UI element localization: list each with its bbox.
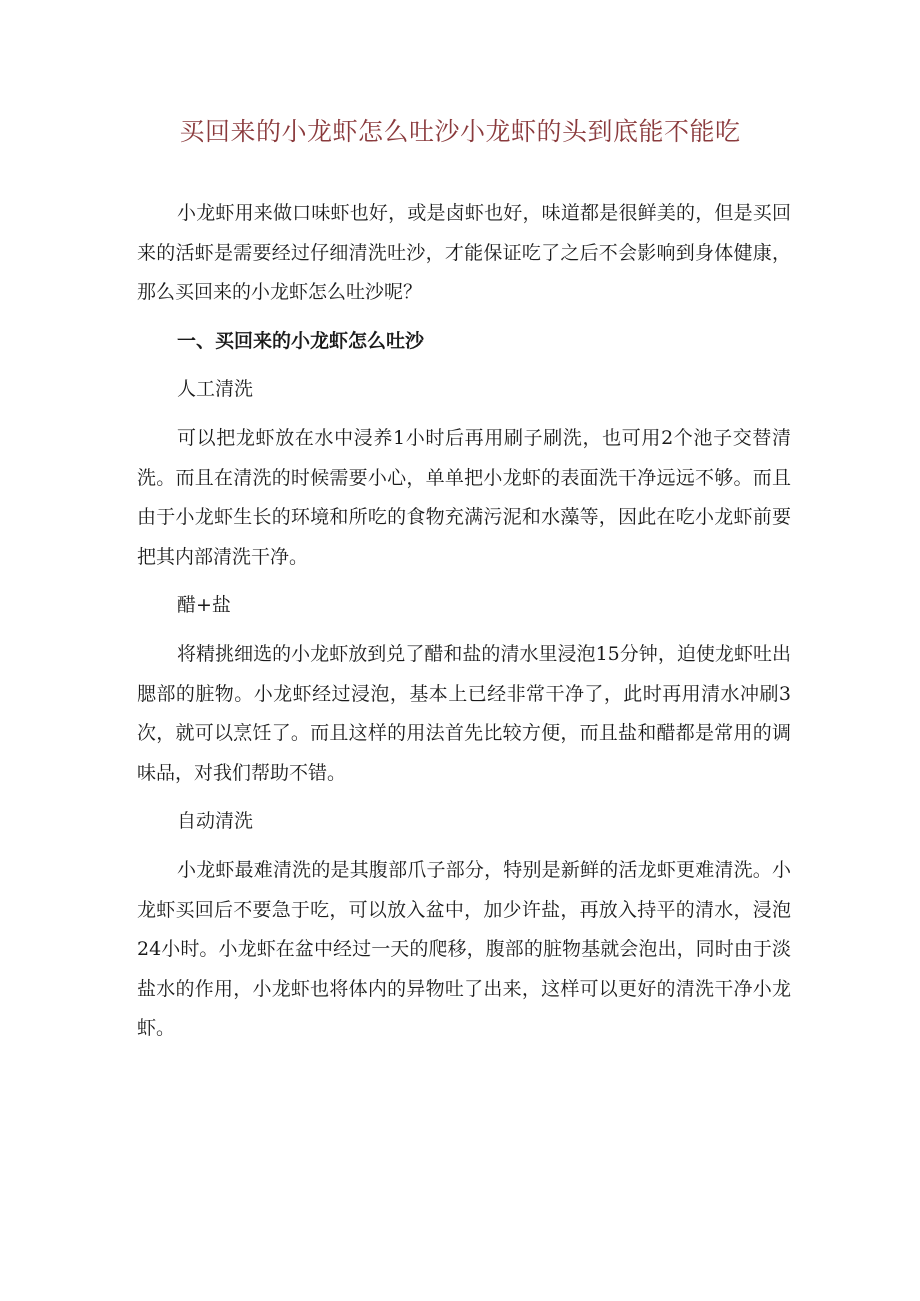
method-label-vinegar-salt: 醋+盐: [177, 594, 231, 617]
method-text-manual: 可以把龙虾放在水中浸养1小时后再用刷子刷洗，也可用2个池子交替清洗。而且在清洗的时候需要小心，单单把小龙虾的表面洗干净远远不够。而且由于小龙虾生长的环境和所吃的食物充满污泥和水藻等，因此在吃小龙虾前要把其内部清洗干净。: [137, 426, 791, 568]
section-heading: 一、买回来的小龙虾怎么吐沙: [177, 329, 425, 352]
method-text-vinegar-salt: 将精挑细选的小龙虾放到兑了醋和盐的清水里浸泡15分钟，迫使龙虾吐出腮部的脏物。小龙虾经过浸泡，基本上已经非常干净了，此时再用清水冲刷3次，就可以烹饪了。而且这样的用法首先比较方便，而且盐和醋都是常用的调味品，对我们帮助不错。: [137, 642, 791, 784]
method-label-manual: 人工清洗: [177, 378, 254, 401]
method-label-auto: 自动清洗: [177, 810, 254, 833]
document-title: 买回来的小龙虾怎么吐沙小龙虾的头到底能不能吃: [179, 117, 741, 146]
intro-paragraph: 小龙虾用来做口味虾也好，或是卤虾也好，味道都是很鲜美的，但是买回来的活虾是需要经过仔细清洗吐沙，才能保证吃了之后不会影响到身体健康，那么买回来的小龙虾怎么吐沙呢？: [137, 202, 791, 304]
method-text-auto: 小龙虾最难清洗的是其腹部爪子部分，特别是新鲜的活龙虾更难清洗。小龙虾买回后不要急于吃，可以放入盆中，加少许盐，再放入持平的清水，浸泡24小时。小龙虾在盆中经过一天的爬移，腹部的脏物基就会泡出，同时由于淡盐水的作用，小龙虾也将体内的异物吐了出来，这样可以更好的清洗干净小龙虾。: [137, 858, 791, 1040]
document-body: [137, 194, 791, 1049]
